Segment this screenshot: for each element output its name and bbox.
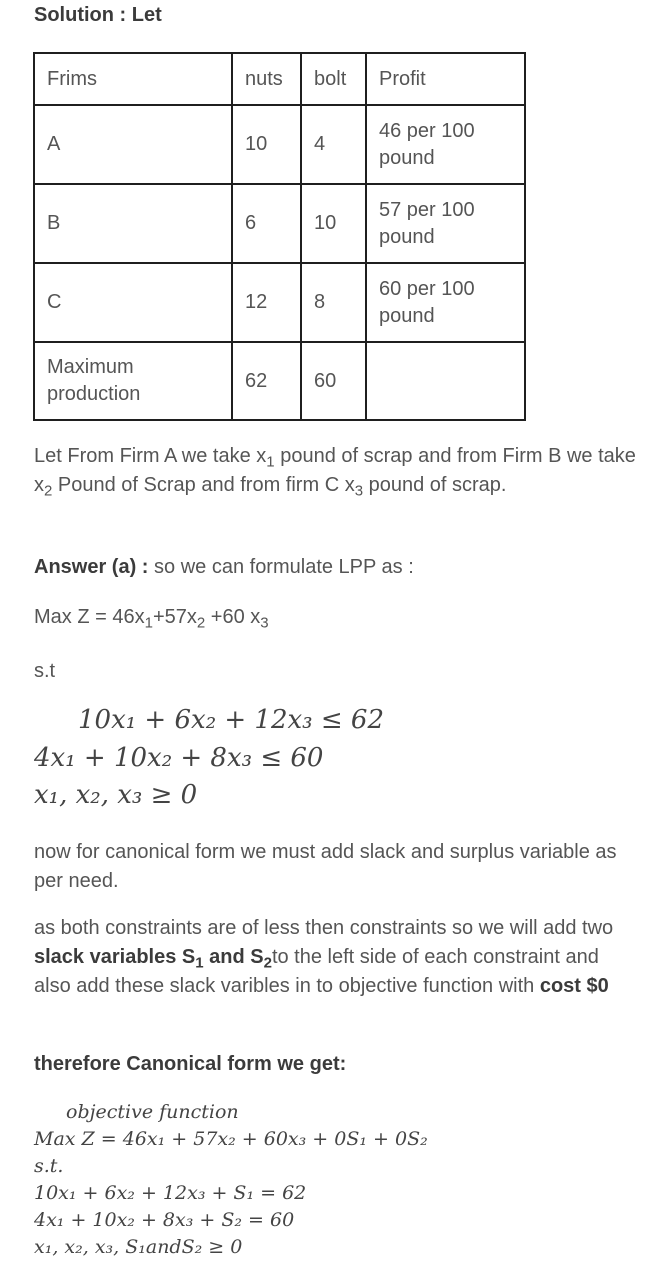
nonnegativity-constraint: x₁, x₂, x₃ ≥ 0 (34, 780, 198, 810)
let-paragraph: Let From Firm A we take $x_1$ pound of scrap and from Firm B we take $x_2$ Pound of Scrap and from firm C $x_3$ pound of scrap. (34, 445, 636, 500)
table-row (34, 105, 525, 184)
firm-cell: B (34, 184, 232, 263)
canonical-intro: now for canonical form we must add slack and surplus variable as per need. (34, 841, 617, 892)
answer-a: Answer (a) : so we can formulate LPP as : (34, 556, 414, 578)
nuts-cell: 62 (232, 342, 301, 420)
solution-heading: Solution : Let (34, 4, 162, 26)
firm-cell: C (34, 263, 232, 342)
header-firms: Frims (34, 53, 232, 105)
nuts-cell: 6 (232, 184, 301, 263)
canonical-nonnegativity: x₁, x₂, x₃, S₁andS₂ ≥ 0 (34, 1236, 243, 1258)
bolt-cell: 60 (301, 342, 366, 420)
profit-cell: 46 per 100 pound (366, 105, 525, 184)
header-profit: Profit (366, 53, 525, 105)
nuts-cell: 12 (232, 263, 301, 342)
constraint-1: 10x₁ + 6x₂ + 12x₃ ≤ 62 (78, 705, 384, 735)
max-production-label: Maximum production (34, 342, 232, 420)
header-nuts: nuts (232, 53, 301, 105)
canonical-constraint-1: 10x₁ + 6x₂ + 12x₃ + S₁ = 62 (34, 1182, 307, 1204)
canonical-objective-label: objective function (66, 1101, 239, 1123)
subject-to: s.t (34, 660, 56, 682)
profit-cell (366, 342, 525, 420)
bolt-cell: 8 (301, 263, 366, 342)
bolt-cell: 10 (301, 184, 366, 263)
table-header-row (34, 53, 525, 105)
nuts-cell: 10 (232, 105, 301, 184)
canonical-constraint-2: 4x₁ + 10x₂ + 8x₃ + S₂ = 60 (34, 1209, 295, 1231)
firms-table (33, 52, 526, 421)
table-row (34, 184, 525, 263)
table-row-max-production (34, 342, 525, 420)
canonical-objective: Max Z = 46x₁ + 57x₂ + 60x₃ + 0S₁ + 0S₂ (34, 1128, 428, 1150)
therefore-heading: therefore Canonical form we get: (34, 1053, 347, 1075)
profit-cell: 57 per 100 pound (366, 184, 525, 263)
slack-paragraph: as both constraints are of less then constraints so we will add two slack variables $S_1$ and $S_2to$ the left side of each constraint and also add these slack varibles in to objective function with cost $0 (34, 917, 614, 997)
table-row (34, 263, 525, 342)
constraint-2: 4x₁ + 10x₂ + 8x₃ ≤ 60 (34, 743, 324, 773)
objective-function: Max $Z = 46x_1+57x_2 +60$ $x_3$ (34, 606, 269, 632)
firm-cell: A (34, 105, 232, 184)
bolt-cell: 4 (301, 105, 366, 184)
header-bolt: bolt (301, 53, 366, 105)
canonical-st: s.t. (34, 1155, 64, 1177)
profit-cell: 60 per 100 pound (366, 263, 525, 342)
